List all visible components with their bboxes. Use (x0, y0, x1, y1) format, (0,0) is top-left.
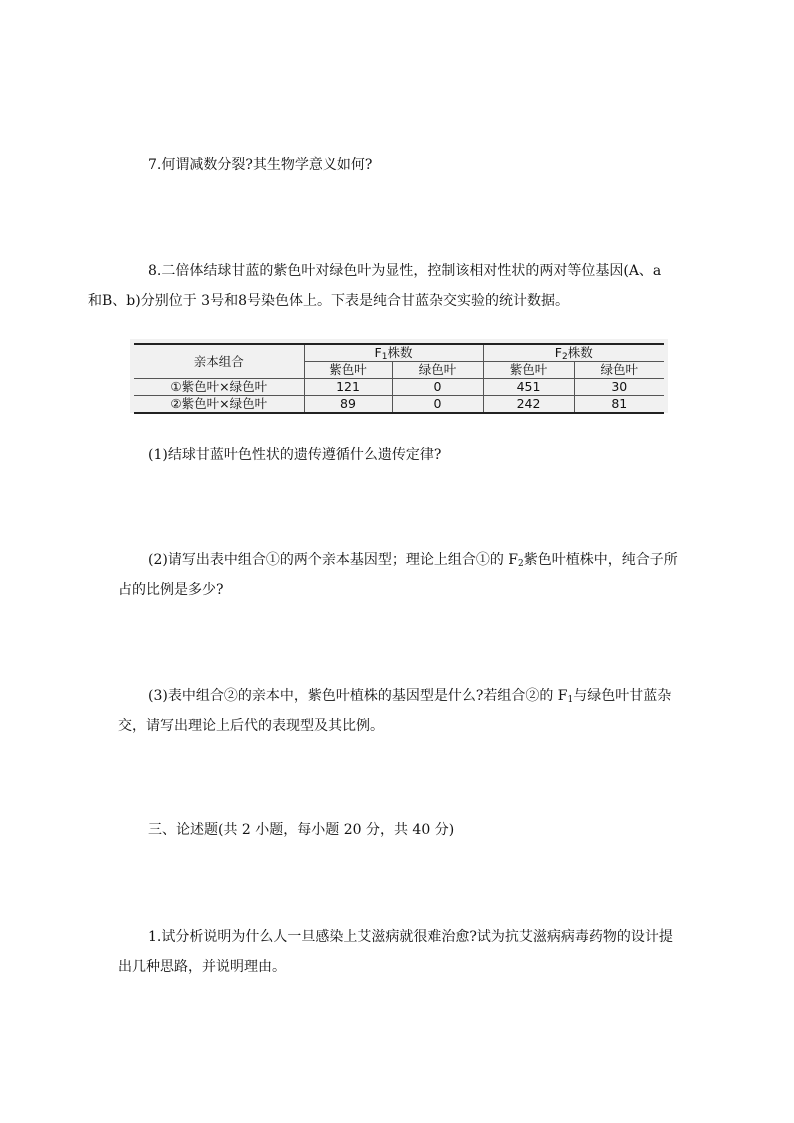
table-header-row-1 (134, 344, 664, 362)
question-8-line-2: 和B、b)分别位于 3号和8号染色体上。下表是纯合甘蓝杂交实验的统计数据。 (88, 293, 569, 309)
cell-f1-green: 0 (392, 396, 483, 414)
cell-combo: ②紫色叶×绿色叶 (134, 396, 304, 414)
header-parent-combo: 亲本组合 (134, 344, 304, 379)
question-8-sub-1: (1)结球甘蓝叶色性状的遗传遵循什么遗传定律? (148, 447, 442, 463)
cell-f1-green: 0 (392, 379, 483, 396)
table-row (134, 396, 664, 414)
question-7: 7.何谓减数分裂?其生物学意义如何? (148, 157, 373, 173)
question-8-stem (88, 256, 678, 316)
header-f1-count: $F_1$株数 (304, 344, 483, 362)
cell-f2-green: 81 (574, 396, 664, 414)
cell-f2-green: 30 (574, 379, 664, 396)
section-3-title: 三、论述题(共 2 小题，每小题 20 分，共 40 分) (148, 822, 455, 838)
cell-combo: ①紫色叶×绿色叶 (134, 379, 304, 396)
header-f1-green: 绿色叶 (392, 362, 483, 379)
cell-f1-purple: 121 (304, 379, 392, 396)
header-f2-count: $F_2$株数 (483, 344, 664, 362)
cell-f1-purple: 89 (304, 396, 392, 414)
cross-data-table (134, 343, 664, 414)
header-f1-purple: 紫色叶 (304, 362, 392, 379)
essay-question-1: 1.试分析说明为什么人一旦感染上艾滋病就很难治愈?试为抗艾滋病病毒药物的设计提出几种思路，并说明理由。 (118, 929, 673, 975)
question-8-line-1: 8.二倍体结球甘蓝的紫色叶对绿色叶为显性，控制该相对性状的两对等位基因(A、a (148, 263, 662, 279)
header-f2-green: 绿色叶 (574, 362, 664, 379)
question-8-sub-2: (2)请写出表中组合①的两个亲本基因型；理论上组合①的 $F_2$紫色叶植株中，纯合子所占的比例是多少? (118, 552, 678, 598)
cell-f2-purple: 242 (483, 396, 574, 414)
question-8-sub-3: (3)表中组合②的亲本中，紫色叶植株的基因型是什么?若组合②的 $F_1$与绿色叶甘蓝杂交，请写出理论上后代的表现型及其比例。 (118, 688, 672, 734)
cross-data-table-scan (130, 339, 668, 413)
header-f2-purple: 紫色叶 (483, 362, 574, 379)
table-row (134, 379, 664, 396)
cell-f2-purple: 451 (483, 379, 574, 396)
